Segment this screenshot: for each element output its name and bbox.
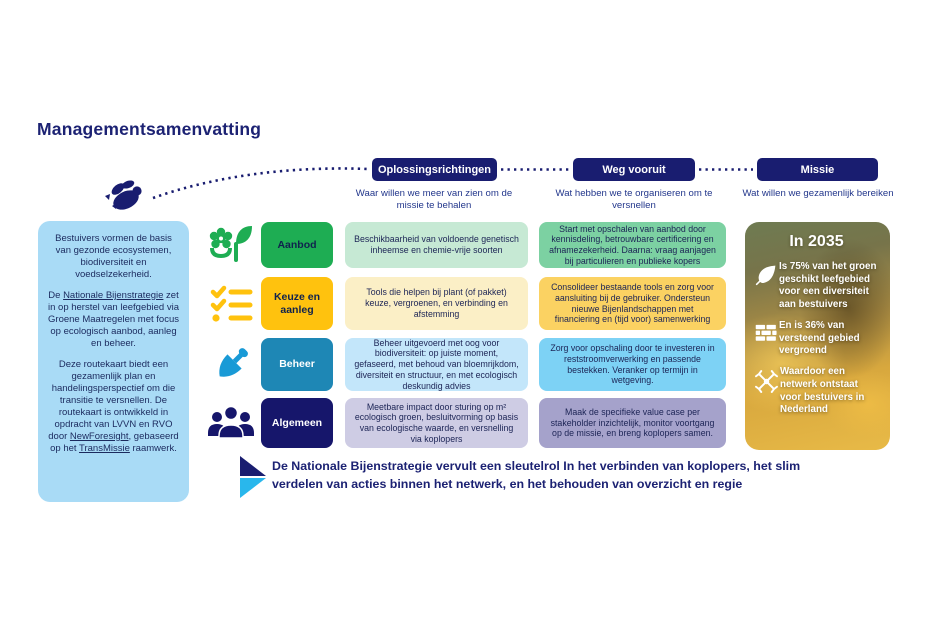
cell-oplossingsrichting: Beschikbaarheid van voldoende genetisch inheemse en chemie-vrije soorten xyxy=(345,222,528,268)
dotted-path-bee-to-pill1 xyxy=(153,168,368,198)
flower-icon xyxy=(204,222,258,268)
pill-oplossingsrichtingen xyxy=(372,158,497,181)
pill-missie xyxy=(757,158,878,181)
cell-weg-vooruit: Start met opschalen van aanbod door kennisdeling, betrouwbare certificering en afnamezekerheid. Daarna: vraag aanjagen bij particulieren en publieke kopers xyxy=(539,222,726,268)
mission-bullet-text: Waardoor een netwerk ontstaat voor bestuivers in Nederland xyxy=(780,366,865,416)
row-label-beheer: Beheer xyxy=(261,338,333,391)
pill-weg-vooruit xyxy=(573,158,695,181)
cell-oplossingsrichting: Beheer uitgevoerd met oog voor biodiversiteit: op juiste moment, gefaseerd, met behoud van bloemrijkdom, diversiteit en structuur, en met ecologisch deskundig advies xyxy=(345,338,528,391)
shovel-icon xyxy=(204,338,258,391)
mission-card xyxy=(745,222,890,450)
mission-title: In 2035 xyxy=(789,233,844,250)
mission-bullets xyxy=(753,261,880,417)
text-segment: De xyxy=(48,289,64,301)
page-title: Managementsamenvatting xyxy=(37,119,262,139)
checklist-icon xyxy=(204,277,258,330)
subtitle-missie: Wat willen we gezamenlijk bereiken xyxy=(742,188,894,199)
mission-bullet xyxy=(753,320,880,358)
mission-bullet xyxy=(753,366,880,417)
leaf-icon xyxy=(753,263,779,287)
text-segment: Deze routekaart biedt een gezamenlijk plan en handelingsperspectief om die transitie te versnellen. De routekaart is ontwikkeld in opdracht van LVVN en RVO door xyxy=(48,358,176,442)
text-segment: Bestuivers vormen de basis van gezonde ecosystemen, biodiversiteit en voedselzekerheid. xyxy=(55,233,172,280)
intro-paragraph xyxy=(47,290,180,350)
cell-weg-vooruit: Maak de specifieke value case per stakeholder inzichtelijk, monitor voortgang op de missie, en breng koplopers samen. xyxy=(539,398,726,448)
cell-oplossingsrichting: Meetbare impact door sturing op m² ecologisch groen, besluitvorming op basis van ecologische waarde, en versnelling via koplopers xyxy=(345,398,528,448)
text-link[interactable]: NewForesight xyxy=(69,430,129,442)
row-label-algemeen: Algemeen xyxy=(261,398,333,448)
subtitle-oplossingsrichtingen: Waar willen we meer van zien om de missie te behalen xyxy=(355,188,513,211)
mission-bullet-text: En is 36% van versteend gebied vergroend xyxy=(779,319,860,357)
chevron-logo-icon xyxy=(237,455,269,499)
row-label-aanbod: Aanbod xyxy=(261,222,333,268)
pill-label: Oplossingsrichtingen xyxy=(377,163,492,176)
mission-bullet xyxy=(753,261,880,312)
text-segment: zet in op herstel van leefgebied via Groene Maatregelen met focus op ecologisch aanbod, aanleg en beheer. xyxy=(48,289,179,349)
pill-label: Missie xyxy=(800,163,835,176)
text-link[interactable]: TransMissie xyxy=(79,442,130,454)
row-label-keuze-en-aanleg: Keuze en aanleg xyxy=(261,277,333,330)
cell-weg-vooruit: Consolideer bestaande tools en zorg voor aansluiting bij de gebruiker. Ondersteun nieuwe Bijenlandschappen met financiering en (tijd voor) samenwerking xyxy=(539,277,726,330)
bee-icon xyxy=(105,179,142,214)
pill-label: Weg vooruit xyxy=(602,163,666,176)
intro-text-panel xyxy=(38,221,189,502)
cell-weg-vooruit: Zorg voor opschaling door te investeren in reststroomverwerking en passende bestekken. Veranker op termijn in wetgeving. xyxy=(539,338,726,391)
network-icon xyxy=(753,368,780,395)
people-icon xyxy=(204,398,258,448)
subtitle-weg-vooruit: Wat hebben we te organiseren om te versnellen xyxy=(555,188,713,211)
text-segment: , gebaseerd op het xyxy=(50,430,179,454)
bricks-icon xyxy=(753,322,779,345)
cell-oplossingsrichting: Tools die helpen bij plant (of pakket) keuze, vergroenen, en verbinding en afstemming xyxy=(345,277,528,330)
footer-key-message: De Nationale Bijenstrategie vervult een sleutelrol In het verbinden van koplopers, het slim verdelen van acties binnen het netwerk, en het behouden van overzicht en regie xyxy=(272,459,801,491)
intro-paragraph xyxy=(47,359,180,455)
intro-paragraph xyxy=(47,233,180,281)
mission-bullet-text: Is 75% van het groen geschikt leefgebied voor een diversiteit aan bestuivers xyxy=(779,261,877,311)
text-segment: raamwerk. xyxy=(129,442,177,454)
text-link[interactable]: Nationale Bijenstrategie xyxy=(63,289,164,301)
